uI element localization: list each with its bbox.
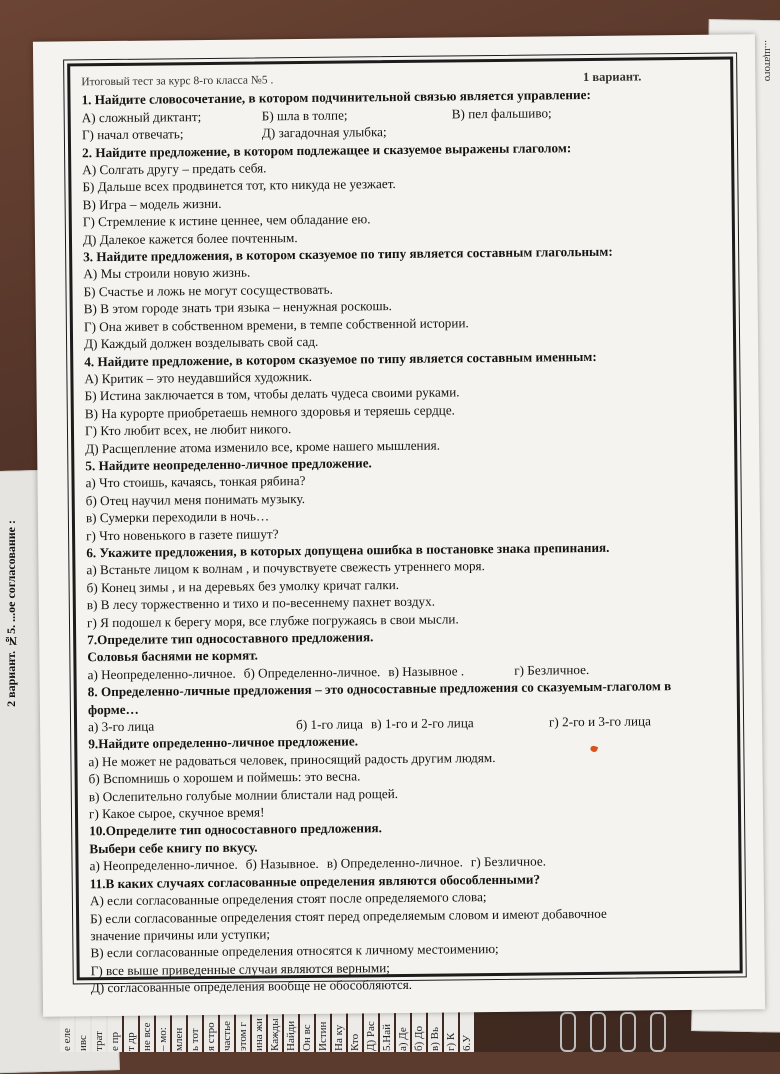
question-11: 11.В каких случаях согласованные определения являются обособленными? [89, 871, 541, 891]
fragment: – мо: [156, 1005, 170, 1052]
question-7-sentence: Соловья баснями не кормят. [87, 647, 259, 665]
option: а) Не может не радоваться человек, приносящий радость другим людям. [88, 749, 496, 770]
option: б) 1-го лица [296, 716, 364, 733]
right-sheet-vertical-text: ...щатого [762, 40, 774, 82]
option: а) Встаньте лицом к волнам , и почувствуете свежесть утреннего моря. [86, 558, 485, 578]
option: Г) Она живет в собственном времени, в темпе собственной истории. [83, 314, 469, 334]
question-6: 6. Укажите предложения, в которых допущена ошибка в постановке знака препинания. [86, 539, 610, 561]
fragment: е пр [108, 1005, 122, 1052]
fragment: е еле [60, 1005, 74, 1052]
option: а) 3-го лица [88, 718, 155, 735]
option: в) Ослепительно голубые молнии блистали над рощей. [88, 785, 399, 804]
question-10-sentence: Выбери себе книгу по вкусу. [89, 839, 258, 857]
option: В) Игра – модель жизни. [82, 195, 222, 213]
option: Д) Каждый должен возделывать свой сад. [84, 333, 319, 352]
question-10: 10.Определите тип односоставного предложения. [89, 820, 383, 839]
fragment: т др [124, 1005, 138, 1052]
test-sheet [33, 34, 765, 1017]
option: А) Критик – это неудавшийся художник. [84, 368, 313, 387]
question-9: 9.Найдите определенно-личное предложение. [88, 733, 359, 752]
option: г) 2-го и 3-го лица [548, 713, 651, 730]
option: г) Что новенького в газете пишут? [86, 525, 279, 543]
option: в) Назывное . [388, 663, 465, 679]
option: б) Конец зимы , и на деревьях без умолку кричат галки. [86, 576, 400, 596]
fragment: Кто [348, 1005, 362, 1052]
test-title: Итоговый тест за курс 8-го класса №5 . [81, 74, 274, 89]
fragment: я стро [204, 1005, 218, 1052]
fragment: частье [220, 1005, 234, 1052]
left-sheet-vertical-text: 2 вариант. №5. ...ое согласование : [4, 520, 18, 707]
question-4: 4. Найдите предложение, в котором сказуемое по типу является составным именным: [84, 348, 597, 369]
option: б) Определенно-личное. [243, 664, 381, 681]
option: Б) шла в толпе; [261, 107, 348, 124]
question-5: 5. Найдите неопределенно-личное предложение. [85, 455, 372, 474]
fragment: в) Вь [428, 1005, 442, 1052]
option: Г) Стремление к истине ценнее, чем обладание ею. [82, 211, 371, 230]
fragment: Истин [316, 1005, 330, 1052]
option: в) Определенно-личное. [326, 854, 463, 872]
option: Б) Истина заключается в том, чтобы делать чудеса своими руками. [84, 384, 460, 404]
option: б) Назывное. [245, 856, 319, 872]
fragment: б) До [412, 1005, 426, 1052]
option: в) Сумерки переходили в ночь… [85, 508, 270, 526]
option: В) На курорте приобретаешь немного здоровья и теряешь сердце. [84, 402, 456, 422]
option: В) если согласованные определения относятся к личному местоимению; [90, 941, 499, 961]
option: Г) Кто любит всех, не любит никого. [84, 421, 292, 439]
fragment: г) К [444, 1005, 458, 1052]
option: Б) Дальше всех продвинется тот, кто никуда не уезжает. [82, 176, 396, 195]
fragment: а) Де [396, 1005, 410, 1052]
fragment: ь тот [188, 1005, 202, 1052]
variant-label: 1 вариант. [582, 69, 642, 85]
option: б) Отец научил меня понимать музыку. [85, 490, 306, 509]
binder-ring [590, 1012, 606, 1052]
binder-rings [560, 1012, 720, 1052]
fragment: Кажды [268, 1005, 282, 1052]
option: А) Мы строили новую жизнь. [83, 265, 251, 282]
option: Д) Расщепление атома изменило все, кроме нашего мышления. [85, 437, 441, 456]
option: г) Какое сырое, скучное время! [88, 804, 265, 822]
option: а) Неопределенно-личное. [89, 856, 238, 874]
option: Д) согласованные определения вообще не обособляются. [90, 977, 413, 996]
option: г) Безличное. [514, 661, 590, 678]
question-2: 2. Найдите предложение, в котором подлежащее и сказуемое выражены глаголом: [81, 139, 572, 160]
question-1: 1. Найдите словосочетание, в котором подчинительной связью является управление: [81, 87, 591, 108]
fragment: Д) Рас [364, 1005, 378, 1052]
option: а) Неопределенно-личное. [87, 665, 236, 683]
option: б) Вспомнишь о хорошем и поймешь: это весна. [88, 768, 361, 787]
fragment: ина жи [252, 1005, 266, 1052]
option: значение причины или уступки; [90, 926, 271, 944]
option: Г) все выше приведенные случаи являются верными; [90, 959, 390, 978]
option: Г) начал отвечать; [81, 126, 184, 143]
binder-ring [620, 1012, 636, 1052]
binder-ring [650, 1012, 666, 1052]
option: В) пел фальшиво; [451, 105, 552, 122]
option: Б) Счастье и ложь не могут сосуществовать. [83, 281, 333, 300]
option: А) если согласованные определения стоят после определяемого слова; [89, 889, 487, 909]
fragment: На ку [332, 1005, 346, 1052]
option: Д) Далекое кажется более почтенным. [82, 229, 298, 247]
option: Б) если согласованные определения стоят перед определяемым словом и имеют добавочное [90, 905, 607, 926]
question-7: 7.Определите тип односоставного предложения. [87, 629, 374, 648]
fragment: не все [140, 1005, 154, 1052]
fragment: Найди [284, 1005, 298, 1052]
fragment: 5.Най [380, 1005, 394, 1052]
option: А) сложный диктант; [81, 108, 202, 126]
option: г) Безличное. [470, 853, 547, 870]
option: В) В этом городе знать три языка – ненужная роскошь. [83, 298, 392, 317]
fragment: трат [92, 1005, 106, 1052]
fragment: 6.У [460, 1005, 474, 1052]
question-3: 3. Найдите предложения, в котором сказуемое по типу является составным глагольным: [83, 243, 613, 265]
option: Д) загадочная улыбка; [261, 124, 387, 141]
option: а) Что стоишь, качаясь, тонкая рябина? [85, 473, 306, 491]
option: в) 1-го и 2-го лица [370, 715, 474, 732]
fragment: млен [172, 1005, 186, 1052]
fragment: ивс [76, 1005, 90, 1052]
option: А) Солгать другу – предать себя. [82, 160, 267, 178]
question-8: 8. Определенно-личные предложения – это односоставные предложения со сказуемым-глаголом в форме… [87, 678, 672, 717]
option: в) В лесу торжественно и тихо и по-весеннему пахнет воздух. [86, 593, 436, 613]
fragment: Он вс [300, 1005, 314, 1052]
test-content [81, 68, 711, 997]
option: г) Я подошел к берегу моря, все глубже погружаясь в свои мысли. [86, 610, 459, 630]
fragment: этом г [236, 1005, 250, 1052]
binder-ring [560, 1012, 576, 1052]
